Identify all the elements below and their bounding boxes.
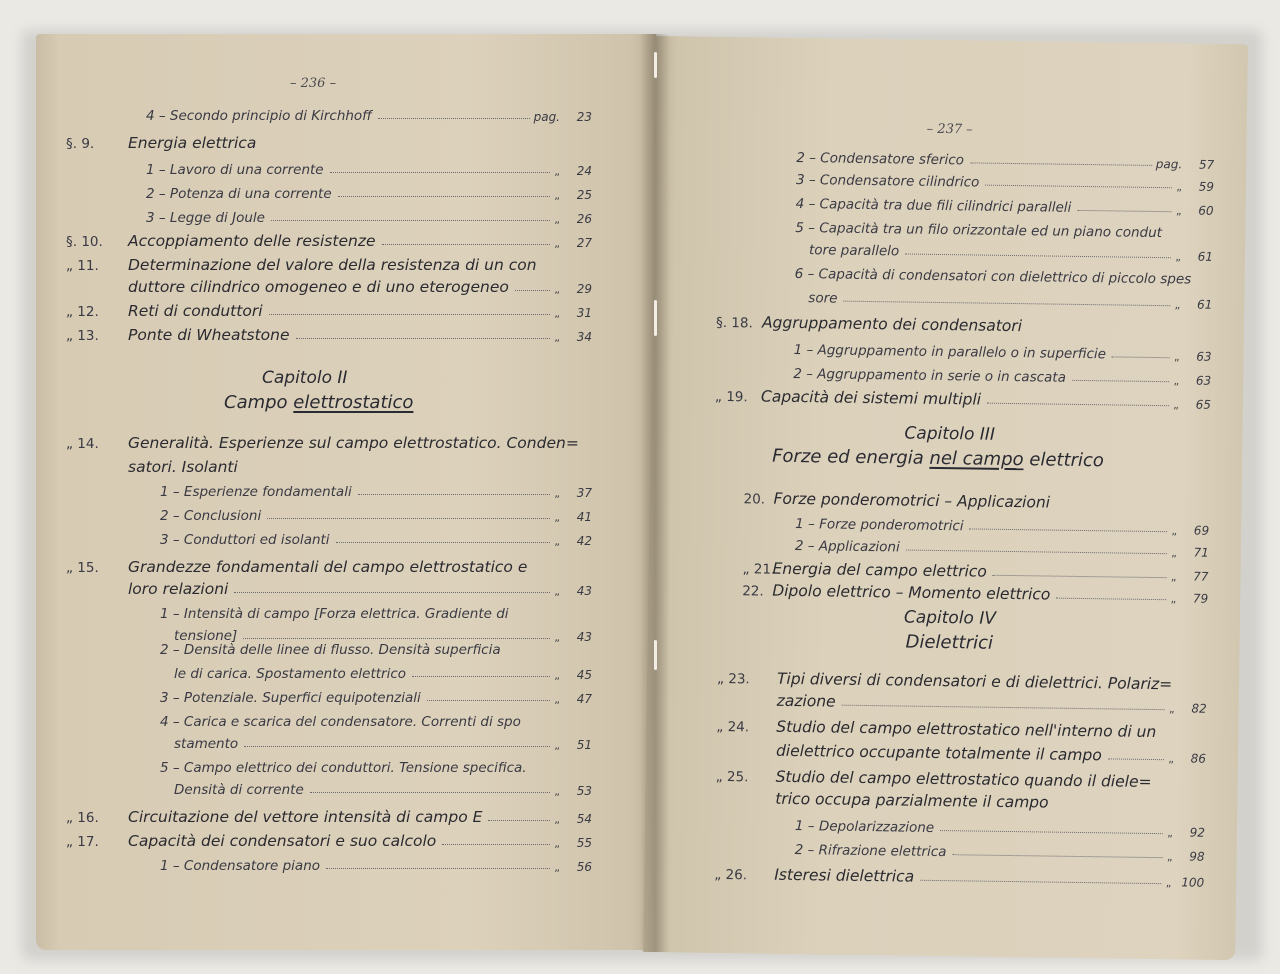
toc-entry-title: Studio del campo elettrostatico nell'interno di un bbox=[776, 717, 1157, 742]
chapter-4-title: Dielettrici bbox=[905, 631, 994, 654]
binding-stitch-low bbox=[654, 640, 657, 670]
toc-page-number: 53 bbox=[576, 784, 592, 798]
toc-leader-dots bbox=[952, 854, 1162, 858]
toc-entry-title: Energia del campo elettrico bbox=[772, 559, 987, 581]
toc-entry bbox=[808, 284, 1212, 312]
toc-entry bbox=[146, 102, 592, 124]
toc-entry-title: Forze ponderomotrici – Applicazioni bbox=[773, 489, 1051, 512]
toc-ditto-mark: „ bbox=[554, 165, 560, 178]
toc-ditto-mark: „ bbox=[1170, 570, 1177, 584]
toc-leader-dots bbox=[987, 403, 1169, 407]
toc-spacer bbox=[1048, 812, 1205, 814]
toc-entry bbox=[146, 156, 592, 178]
toc-entry-title: 1 – Aggruppamento in parallelo o in superficie bbox=[793, 341, 1107, 363]
toc-section-number: §. 9. bbox=[66, 136, 95, 152]
toc-ditto-mark: „ bbox=[1165, 876, 1172, 890]
toc-entry bbox=[160, 526, 592, 548]
toc-entry-title: le di carica. Spostamento elettrico bbox=[174, 666, 407, 682]
toc-page-label: pag. bbox=[533, 110, 560, 124]
toc-leader-dots bbox=[267, 518, 550, 519]
toc-page-number: 54 bbox=[576, 812, 592, 826]
toc-entry-title: 1 – Forze ponderomotrici bbox=[795, 515, 964, 535]
toc-ditto-mark: „ bbox=[1175, 250, 1182, 264]
toc-page-number: 79 bbox=[1192, 591, 1209, 606]
toc-page-number: 27 bbox=[576, 236, 592, 250]
toc-leader-dots bbox=[271, 220, 550, 221]
toc-ditto-mark: „ bbox=[554, 837, 560, 850]
toc-ditto-mark: „ bbox=[554, 785, 560, 798]
toc-page-number: 42 bbox=[576, 534, 592, 548]
toc-leader-dots bbox=[1077, 210, 1172, 212]
toc-section-number: „ 17. bbox=[66, 834, 99, 850]
toc-entry bbox=[795, 812, 1205, 840]
toc-leader-dots bbox=[326, 868, 550, 869]
toc-page-number: 51 bbox=[576, 738, 592, 752]
toc-entry bbox=[66, 804, 592, 826]
toc-section-number: „ 13. bbox=[66, 328, 99, 344]
toc-ditto-mark: „ bbox=[554, 487, 560, 500]
toc-ditto-mark: „ bbox=[1173, 398, 1179, 412]
toc-ditto-mark: „ bbox=[1166, 850, 1173, 864]
toc-ditto-mark: „ bbox=[554, 237, 560, 250]
toc-page-number: 43 bbox=[576, 630, 592, 644]
toc-entry bbox=[160, 478, 592, 500]
toc-entry-title: 4 – Secondo principio di Kirchhoff bbox=[146, 108, 372, 124]
toc-entry bbox=[128, 454, 592, 476]
toc-leader-dots bbox=[338, 196, 551, 197]
toc-page-number: 55 bbox=[576, 836, 592, 850]
toc-entry-title: Studio del campo elettrostatico quando il diele= bbox=[775, 767, 1152, 791]
toc-ditto-mark: „ bbox=[554, 861, 560, 874]
toc-ditto-mark: „ bbox=[554, 739, 560, 752]
toc-entry bbox=[793, 360, 1211, 388]
toc-entry-title: 2 – Rifrazione elettrica bbox=[794, 842, 947, 861]
toc-entry-title: 3 – Conduttori ed isolanti bbox=[160, 532, 330, 548]
toc-entry bbox=[160, 754, 592, 776]
toc-leader-dots bbox=[842, 705, 1165, 711]
toc-entry-title: 6 – Capacità di condensatori con dielettrico di piccolo spes bbox=[794, 265, 1192, 288]
toc-section-number: „ 25. bbox=[715, 768, 749, 786]
toc-section-number: „ 24. bbox=[716, 718, 750, 736]
toc-ditto-mark: „ bbox=[1168, 752, 1175, 766]
toc-entry-title: 1 – Lavoro di una corrente bbox=[146, 162, 324, 178]
toc-section-number: „ 12. bbox=[66, 304, 99, 320]
toc-entry bbox=[795, 532, 1209, 560]
toc-entry-title: 1 – Esperienze fondamentali bbox=[160, 484, 352, 500]
toc-entry-title: 1 – Condensatore piano bbox=[160, 858, 321, 874]
toc-entry bbox=[66, 430, 592, 452]
chapter-2-title: Campo elettrostatico bbox=[224, 392, 414, 413]
toc-ditto-mark: „ bbox=[1167, 826, 1174, 840]
toc-entry-title: Generalità. Esperienze sul campo elettrostatico. Conden= bbox=[128, 434, 579, 452]
toc-leader-dots bbox=[1072, 380, 1170, 382]
toc-entry-title: Tipi diversi di condensatori e di dielettrici. Polariz= bbox=[776, 669, 1173, 694]
chapter-3-title: Forze ed energia nel campo elettrico bbox=[771, 445, 1105, 472]
left-page bbox=[36, 34, 656, 950]
toc-entry bbox=[796, 190, 1214, 218]
toc-section-number: 22. bbox=[742, 583, 764, 600]
toc-ditto-mark: „ bbox=[1175, 204, 1182, 218]
toc-page-number: 24 bbox=[576, 164, 592, 178]
toc-leader-dots bbox=[378, 118, 530, 119]
toc-entry bbox=[66, 828, 592, 850]
toc-entry-title: Densità di corrente bbox=[174, 782, 304, 798]
toc-section-number: „ 16. bbox=[66, 810, 99, 826]
chapter-4-label: Capitolo IV bbox=[903, 607, 997, 629]
toc-entry-title: Dipolo elettrico – Momento elettrico bbox=[772, 581, 1051, 604]
toc-entry-title: satori. Isolanti bbox=[128, 458, 238, 476]
toc-page-number: 98 bbox=[1189, 849, 1205, 864]
toc-entry-title: Circuitazione del vettore intensità di campo E bbox=[128, 808, 483, 826]
toc-entry bbox=[66, 554, 592, 576]
toc-page-number: 57 bbox=[1198, 157, 1215, 172]
toc-leader-dots bbox=[515, 290, 550, 291]
toc-leader-dots bbox=[920, 880, 1162, 884]
toc-section-number: 20. bbox=[743, 491, 766, 508]
toc-entry-title: 4 – Carica e scarica del condensatore. Correnti di spo bbox=[160, 714, 521, 730]
toc-entry-title: Aggruppamento dei condensatori bbox=[761, 313, 1023, 336]
toc-entry-title: Grandezze fondamentali del campo elettrostatico e bbox=[128, 558, 528, 576]
toc-entry bbox=[775, 786, 1205, 814]
toc-page-number: 65 bbox=[1195, 397, 1212, 412]
toc-entry bbox=[160, 684, 592, 706]
toc-leader-dots bbox=[234, 592, 550, 593]
toc-entry bbox=[777, 688, 1207, 716]
toc-entry-title: 3 – Potenziale. Superfici equipotenziali bbox=[160, 690, 421, 706]
toc-entry-title: 3 – Condensatore cilindrico bbox=[795, 171, 980, 191]
toc-entry-title: dielettrico occupante totalmente il campo bbox=[775, 741, 1102, 765]
toc-ditto-mark: „ bbox=[554, 189, 560, 202]
toc-entry bbox=[66, 130, 592, 152]
toc-entry-title: Capacità dei sistemi multipli bbox=[760, 387, 982, 409]
toc-entry-title: 1 – Depolarizzazione bbox=[794, 818, 935, 836]
toc-entry bbox=[795, 836, 1205, 864]
toc-page-number: 26 bbox=[576, 212, 592, 226]
toc-entry bbox=[795, 260, 1213, 288]
toc-ditto-mark: „ bbox=[554, 331, 560, 344]
toc-entry-title: Determinazione del valore della resistenza di un con bbox=[128, 256, 537, 274]
toc-entry-title: 2 – Condensatore sferico bbox=[796, 149, 965, 169]
toc-entry-title: 5 – Capacità tra un filo orizzontale ed un piano condut bbox=[795, 219, 1163, 242]
toc-entry-title: 1 – Intensità di campo [Forza elettrica. Gradiente di bbox=[160, 606, 509, 622]
toc-leader-dots bbox=[1112, 356, 1170, 358]
toc-page-number: 29 bbox=[576, 282, 592, 296]
toc-leader-dots bbox=[310, 792, 551, 793]
toc-entry bbox=[128, 274, 592, 296]
toc-ditto-mark: „ bbox=[554, 631, 560, 644]
toc-page-number: 69 bbox=[1193, 523, 1210, 538]
toc-ditto-mark: „ bbox=[1168, 702, 1175, 716]
toc-entry bbox=[66, 228, 592, 250]
toc-ditto-mark: „ bbox=[554, 511, 560, 524]
toc-leader-dots bbox=[330, 172, 551, 173]
toc-entry-title: loro relazioni bbox=[128, 580, 229, 598]
toc-entry-title: sore bbox=[808, 290, 838, 307]
toc-entry bbox=[160, 852, 592, 874]
toc-entry-title: duttore cilindrico omogeneo e di uno eterogeneo bbox=[128, 278, 509, 296]
toc-leader-dots bbox=[358, 494, 551, 495]
toc-section-number: „ 19. bbox=[714, 388, 748, 406]
toc-entry-title: Energia elettrica bbox=[128, 134, 257, 152]
toc-entry-title: 2 – Densità delle linee di flusso. Densità superficia bbox=[160, 642, 501, 658]
toc-entry-title: tensione] bbox=[174, 628, 238, 644]
toc-entry bbox=[146, 204, 592, 226]
toc-leader-dots bbox=[940, 830, 1163, 834]
toc-page-number: 63 bbox=[1195, 373, 1212, 388]
toc-leader-dots bbox=[985, 185, 1172, 189]
chapter-3-label: Capitolo III bbox=[904, 423, 996, 445]
toc-ditto-mark: „ bbox=[554, 669, 560, 682]
toc-ditto-mark: „ bbox=[554, 693, 560, 706]
toc-page-number: 37 bbox=[576, 486, 592, 500]
toc-page-number: 31 bbox=[576, 306, 592, 320]
toc-ditto-mark: „ bbox=[1173, 350, 1180, 364]
toc-page-number: 45 bbox=[576, 668, 592, 682]
toc-ditto-mark: „ bbox=[554, 585, 560, 598]
toc-page-number: 25 bbox=[576, 188, 592, 202]
toc-leader-dots bbox=[488, 820, 550, 821]
toc-leader-dots bbox=[970, 162, 1152, 166]
chapter-2-label: Capitolo II bbox=[262, 368, 348, 388]
toc-leader-dots bbox=[1056, 598, 1166, 601]
toc-spacer bbox=[1022, 335, 1212, 338]
toc-page-label: pag. bbox=[1155, 156, 1183, 172]
toc-ditto-mark: „ bbox=[1174, 298, 1181, 312]
toc-page-number: 59 bbox=[1198, 179, 1215, 194]
toc-entry bbox=[174, 730, 592, 752]
toc-entry-title: tore parallelo bbox=[808, 242, 900, 260]
toc-section-number: „ 15. bbox=[66, 560, 99, 576]
toc-entry-title: 3 – Legge di Joule bbox=[146, 210, 265, 226]
toc-ditto-mark: „ bbox=[554, 813, 560, 826]
toc-page-number: 61 bbox=[1196, 297, 1213, 312]
toc-leader-dots bbox=[382, 244, 551, 245]
toc-entry-title: 2 – Potenza di una corrente bbox=[146, 186, 332, 202]
toc-ditto-mark: „ bbox=[554, 535, 560, 548]
toc-page-number: 100 bbox=[1181, 875, 1205, 890]
toc-leader-dots bbox=[843, 301, 1170, 307]
toc-entry-title: Accoppiamento delle resistenze bbox=[128, 232, 376, 250]
toc-entry-title: trico occupa parzialmente il campo bbox=[775, 789, 1049, 812]
binding-stitch-mid bbox=[654, 300, 657, 336]
toc-page-number: 77 bbox=[1193, 569, 1209, 584]
toc-entry-title: Capacità dei condensatori e suo calcolo bbox=[128, 832, 437, 850]
toc-page-number: 43 bbox=[576, 584, 592, 598]
toc-page-number: 56 bbox=[576, 860, 592, 874]
toc-entry-title: 5 – Campo elettrico dei conduttori. Tensione specifica. bbox=[160, 760, 527, 776]
toc-page-number: 86 bbox=[1190, 751, 1207, 766]
toc-ditto-mark: „ bbox=[1176, 180, 1183, 194]
right-page-number: – 237 – bbox=[926, 121, 973, 138]
toc-page-number: 23 bbox=[576, 110, 592, 124]
toc-entry bbox=[174, 776, 592, 798]
toc-page-number: 63 bbox=[1196, 349, 1212, 364]
toc-entry-title: 2 – Aggruppamento in serie o in cascata bbox=[793, 365, 1067, 386]
toc-entry-title: Reti di conduttori bbox=[128, 302, 263, 320]
toc-entry bbox=[128, 576, 592, 598]
toc-section-number: §. 10. bbox=[66, 234, 103, 250]
toc-ditto-mark: „ bbox=[1170, 592, 1177, 606]
toc-ditto-mark: „ bbox=[554, 213, 560, 226]
toc-ditto-mark: „ bbox=[1173, 374, 1180, 388]
toc-entry bbox=[66, 322, 592, 344]
toc-entry bbox=[776, 738, 1206, 766]
toc-entry bbox=[796, 166, 1214, 194]
toc-leader-dots bbox=[993, 575, 1167, 578]
toc-leader-dots bbox=[269, 314, 551, 315]
toc-entry-title: Isteresi dielettrica bbox=[774, 865, 915, 886]
toc-entry bbox=[66, 298, 592, 320]
toc-entry bbox=[160, 600, 592, 622]
toc-page-number: 71 bbox=[1193, 545, 1209, 560]
toc-entry-title: Ponte di Wheatstone bbox=[128, 326, 290, 344]
toc-section-number: „ 23. bbox=[716, 670, 750, 688]
toc-ditto-mark: „ bbox=[554, 283, 560, 296]
toc-entry-title: stamento bbox=[174, 736, 239, 752]
toc-ditto-mark: „ bbox=[1171, 524, 1178, 538]
toc-leader-dots bbox=[336, 542, 551, 543]
toc-page-number: 92 bbox=[1189, 825, 1206, 840]
toc-leader-dots bbox=[412, 676, 550, 677]
toc-entry-title: 4 – Capacità tra due fili cilindrici paralleli bbox=[795, 195, 1072, 216]
toc-leader-dots bbox=[427, 700, 551, 701]
toc-leader-dots bbox=[296, 338, 551, 339]
toc-leader-dots bbox=[442, 844, 550, 845]
binding-stitch-top bbox=[654, 52, 657, 78]
toc-spacer bbox=[1156, 741, 1206, 742]
toc-entry-title: 2 – Applicazioni bbox=[794, 537, 900, 556]
toc-entry bbox=[174, 660, 592, 682]
toc-page-number: 47 bbox=[576, 692, 592, 706]
toc-leader-dots bbox=[1108, 758, 1165, 760]
toc-leader-dots bbox=[244, 746, 550, 747]
right-page bbox=[643, 36, 1248, 960]
toc-page-number: 41 bbox=[576, 510, 592, 524]
toc-entry bbox=[160, 502, 592, 524]
toc-page-number: 60 bbox=[1198, 203, 1214, 218]
toc-entry bbox=[160, 636, 592, 658]
book-gutter bbox=[640, 34, 670, 952]
toc-section-number: §. 18. bbox=[715, 314, 753, 332]
toc-entry bbox=[809, 236, 1213, 264]
toc-section-number: „ 14. bbox=[66, 436, 99, 452]
toc-entry bbox=[715, 383, 1211, 412]
toc-entry bbox=[160, 708, 592, 730]
toc-ditto-mark: „ bbox=[1171, 546, 1177, 560]
left-page-number: – 236 – bbox=[290, 76, 337, 91]
toc-page-number: 61 bbox=[1197, 249, 1214, 264]
toc-leader-dots bbox=[970, 528, 1168, 532]
toc-entry bbox=[714, 861, 1204, 890]
toc-ditto-mark: „ bbox=[554, 307, 560, 320]
toc-leader-dots bbox=[905, 254, 1171, 259]
toc-leader-dots bbox=[906, 550, 1167, 555]
toc-entry bbox=[794, 336, 1212, 364]
toc-entry-title: zazione bbox=[776, 691, 836, 711]
toc-page-number: 34 bbox=[576, 330, 592, 344]
toc-entry-title: 2 – Conclusioni bbox=[160, 508, 262, 524]
toc-entry bbox=[146, 180, 592, 202]
toc-entry bbox=[716, 309, 1212, 338]
toc-section-number: „ 11. bbox=[66, 258, 99, 274]
toc-section-number: „ 26. bbox=[714, 866, 748, 884]
toc-page-number: 82 bbox=[1191, 701, 1207, 716]
toc-section-number: „ 21. bbox=[742, 561, 776, 578]
toc-entry bbox=[66, 252, 592, 274]
